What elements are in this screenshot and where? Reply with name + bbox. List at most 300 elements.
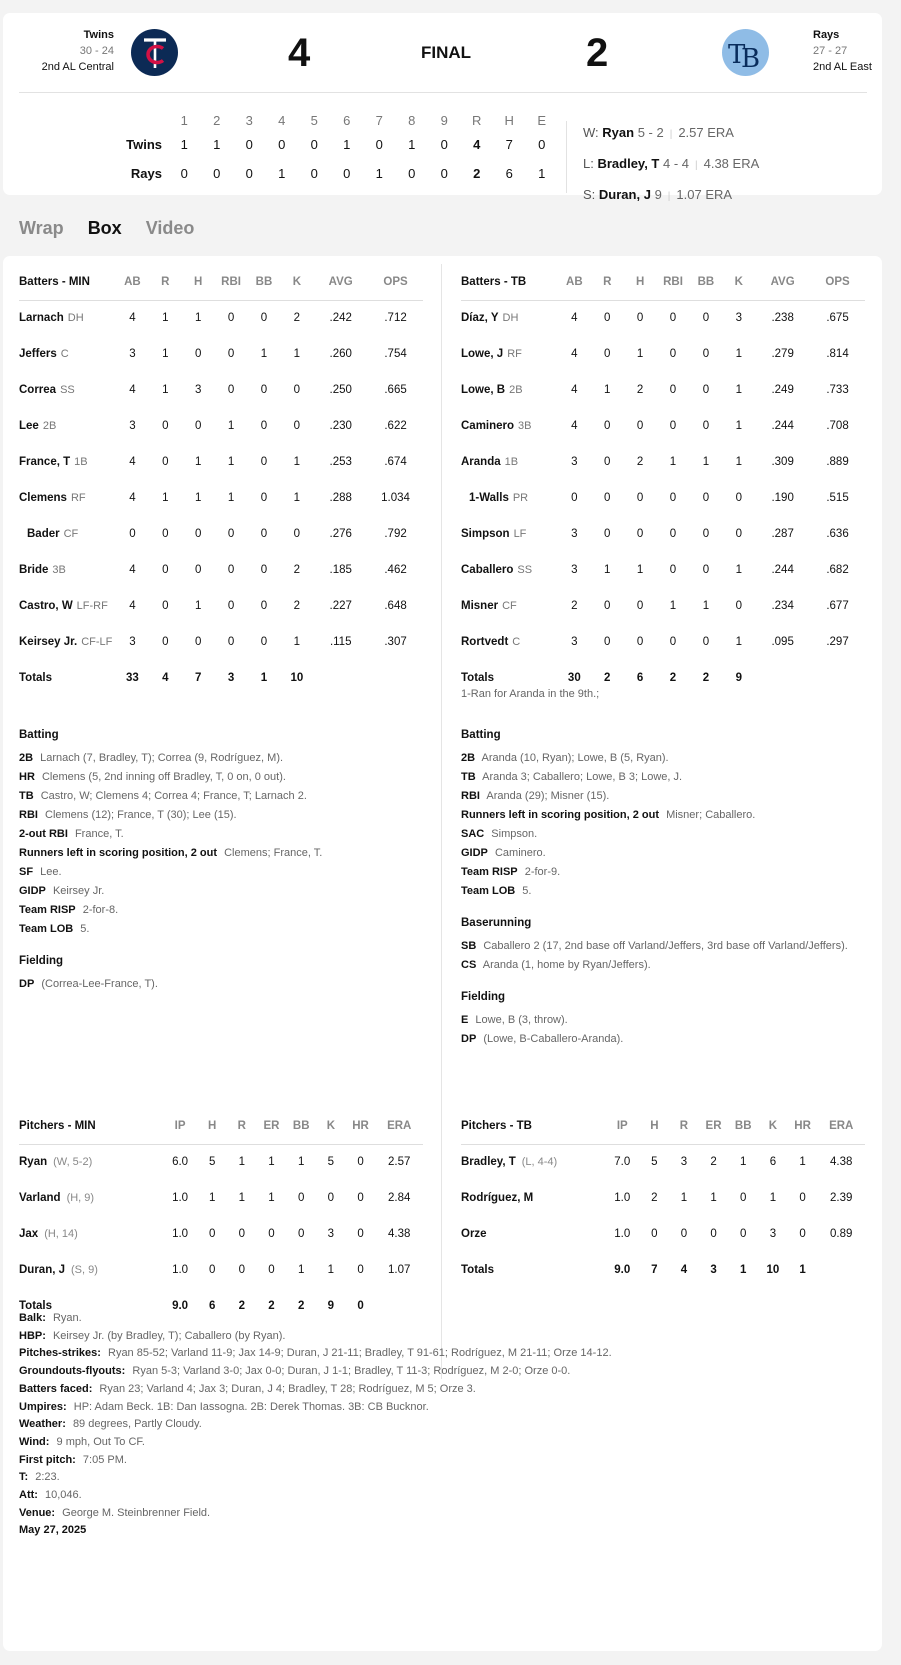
note-text: 5. bbox=[522, 885, 532, 897]
pitcher-name[interactable]: Varland bbox=[19, 1192, 61, 1204]
table-row bbox=[461, 624, 865, 660]
column-header[interactable]: OPS bbox=[368, 264, 423, 300]
note-label: GIDP bbox=[461, 847, 488, 859]
stat-cell: 5 bbox=[327, 1156, 335, 1169]
player-cell bbox=[19, 588, 116, 624]
stat-cell: .309 bbox=[771, 456, 794, 468]
player-name[interactable]: Caballero bbox=[461, 564, 514, 576]
note-label: Runners left in scoring position, 2 out bbox=[19, 847, 218, 859]
game-info-row bbox=[19, 1328, 612, 1346]
game-info-row bbox=[19, 1469, 612, 1487]
tab-video[interactable]: Video bbox=[145, 218, 195, 238]
column-header[interactable]: RBI bbox=[215, 264, 248, 300]
player-name[interactable]: Díaz, Y bbox=[461, 312, 499, 325]
stat-cell: 1 bbox=[209, 1192, 216, 1204]
totals-cell: 2 bbox=[604, 672, 611, 684]
stat-cell: 0 bbox=[669, 420, 677, 432]
linescore-inning-cell: 0 bbox=[245, 137, 253, 152]
player-position: DH bbox=[502, 312, 519, 325]
stat-cell: 2.84 bbox=[388, 1192, 411, 1204]
player-cell bbox=[19, 408, 116, 444]
column-header[interactable]: H bbox=[624, 264, 657, 300]
note-item bbox=[19, 787, 423, 806]
decision-pitcher[interactable]: Bradley, T bbox=[597, 156, 660, 171]
stat-cell: .708 bbox=[826, 420, 849, 432]
column-header[interactable]: R bbox=[227, 1108, 257, 1144]
player-name[interactable]: Keirsey Jr. bbox=[19, 636, 78, 648]
stat-cell: 0 bbox=[162, 636, 169, 648]
linescore-runs: 4 bbox=[473, 137, 481, 152]
note-text: Larnach (7, Bradley, T); Correa (9, Rodríguez, M). bbox=[40, 752, 284, 764]
game-info-value: Ryan 85-52; Varland 11-9; Jax 14-9; Duran, J 21-11; Bradley, T 91-61; Rodríguez, M 21-11; Orze 14-12. bbox=[108, 1347, 612, 1360]
game-info-label: Batters faced: bbox=[19, 1382, 93, 1395]
scoreboard-header bbox=[3, 13, 882, 202]
column-header[interactable]: K bbox=[722, 264, 755, 300]
twins-tc-logo-icon[interactable] bbox=[131, 29, 178, 76]
note-item bbox=[461, 806, 865, 825]
column-header[interactable]: AVG bbox=[313, 264, 368, 300]
column-header[interactable]: BB bbox=[286, 1108, 316, 1144]
stat-cell: .682 bbox=[826, 564, 849, 576]
stat-cell: 0 bbox=[669, 636, 677, 648]
note-text: 5. bbox=[80, 923, 90, 935]
game-info-row bbox=[19, 1381, 612, 1399]
column-header[interactable]: AB bbox=[116, 264, 149, 300]
stat-cell: 3 bbox=[571, 456, 578, 468]
table-row bbox=[461, 372, 865, 408]
stat-cell: 2 bbox=[651, 1192, 658, 1204]
stat-cell: 1 bbox=[735, 384, 742, 396]
rays-tb-logo-icon[interactable] bbox=[722, 29, 769, 76]
player-name[interactable]: Lowe, B bbox=[461, 384, 506, 396]
decision-pitcher[interactable]: Ryan bbox=[602, 125, 635, 140]
stat-cell: 0 bbox=[669, 492, 677, 504]
pitcher-name[interactable]: Rodríguez, M bbox=[461, 1192, 534, 1204]
tab-wrap[interactable]: Wrap bbox=[19, 218, 64, 238]
column-header[interactable]: ERA bbox=[375, 1108, 423, 1144]
column-header[interactable]: BB bbox=[728, 1108, 758, 1144]
column-header[interactable]: R bbox=[669, 1108, 699, 1144]
away-score: 4 bbox=[288, 31, 311, 75]
player-name[interactable]: 1-Walls bbox=[469, 492, 509, 504]
notes-section-batting bbox=[19, 726, 423, 939]
player-cell bbox=[461, 372, 558, 408]
stat-cell: 0 bbox=[194, 636, 202, 648]
stat-cell: .288 bbox=[329, 492, 352, 504]
stat-cell: 1 bbox=[769, 1192, 777, 1204]
notes-section-baserunning bbox=[461, 914, 865, 975]
note-text: Caballero 2 (17, 2nd base off Varland/Jeffers, 3rd base off Varland/Jeffers). bbox=[483, 940, 848, 952]
note-label: HR bbox=[19, 771, 35, 783]
pitching-decisions bbox=[583, 118, 759, 211]
stat-cell: 0 bbox=[710, 1228, 717, 1240]
totals-cell: 9.0 bbox=[172, 1300, 189, 1312]
note-item bbox=[19, 975, 423, 994]
stat-cell: .754 bbox=[384, 348, 407, 360]
note-text: (Correa-Lee-France, T). bbox=[41, 978, 158, 990]
stat-cell: 0 bbox=[194, 528, 202, 540]
player-position: LF-RF bbox=[76, 600, 108, 612]
stat-cell: 2 bbox=[636, 384, 644, 396]
note-label: 2-out RBI bbox=[19, 828, 68, 840]
linescore-inning-cell: 1 bbox=[408, 137, 416, 152]
player-name[interactable]: Bride bbox=[19, 564, 49, 576]
stat-cell: 0 bbox=[260, 564, 268, 576]
stat-cell: 0 bbox=[669, 528, 677, 540]
game-info-row bbox=[19, 1434, 612, 1452]
stat-cell: 0 bbox=[702, 636, 710, 648]
game-info-value: 9 mph, Out To CF. bbox=[56, 1435, 145, 1448]
decision-era: 2.57 ERA bbox=[678, 125, 734, 140]
player-name[interactable]: Lowe, J bbox=[461, 348, 504, 360]
game-tabs bbox=[19, 218, 194, 239]
stat-cell: 1 bbox=[636, 348, 644, 360]
player-name[interactable]: Caminero bbox=[461, 420, 515, 432]
column-header[interactable]: BB bbox=[248, 264, 281, 300]
note-text: 2-for-9. bbox=[524, 866, 561, 878]
stat-cell: 4 bbox=[571, 420, 578, 432]
game-info-value: Ryan 23; Varland 4; Jax 3; Duran, J 4; Bradley, T 28; Rodríguez, M 5; Orze 3. bbox=[99, 1382, 476, 1395]
decision-record: 9 bbox=[654, 187, 662, 202]
note-item bbox=[19, 768, 423, 787]
stat-cell: .253 bbox=[329, 456, 352, 468]
stat-cell: .276 bbox=[329, 528, 352, 540]
stat-cell: 1 bbox=[194, 456, 202, 468]
note-label: TB bbox=[461, 771, 476, 783]
home-team-name[interactable]: Rays bbox=[813, 29, 840, 41]
stat-cell: 0 bbox=[702, 348, 710, 360]
table-header-row bbox=[461, 1108, 865, 1144]
stat-cell: 4 bbox=[129, 384, 136, 396]
totals-cell: 30 bbox=[567, 672, 581, 684]
player-name[interactable]: Simpson bbox=[461, 528, 510, 540]
decision-era: 1.07 ERA bbox=[676, 187, 733, 202]
note-item bbox=[19, 844, 423, 863]
game-info-label: Groundouts-flyouts: bbox=[19, 1365, 126, 1378]
stat-cell: 0 bbox=[702, 492, 710, 504]
stat-cell: 0 bbox=[735, 528, 742, 540]
table-row bbox=[19, 624, 423, 660]
stat-cell: 1 bbox=[710, 1192, 717, 1204]
stat-cell: 1 bbox=[227, 420, 235, 432]
linescore-divider bbox=[566, 121, 567, 193]
column-header[interactable]: R bbox=[591, 264, 624, 300]
linescore-inning-cell: 1 bbox=[213, 137, 221, 152]
linescore-inning-cell: 1 bbox=[375, 166, 383, 181]
stat-cell: 0 bbox=[604, 600, 611, 612]
away-team-standing: 2nd AL Central bbox=[41, 61, 114, 73]
game-info-label: Balk: bbox=[19, 1312, 46, 1324]
linescore-inning-cell: 1 bbox=[180, 137, 188, 152]
stat-cell: 1 bbox=[162, 312, 169, 325]
note-item bbox=[19, 882, 423, 901]
note-item bbox=[19, 825, 423, 844]
stat-cell: 6 bbox=[769, 1156, 777, 1169]
stat-cell: 1 bbox=[702, 600, 710, 612]
column-header[interactable]: RBI bbox=[657, 264, 690, 300]
stat-cell: 0 bbox=[238, 1264, 245, 1276]
player-name[interactable]: Bader bbox=[27, 528, 60, 540]
stat-cell: 3 bbox=[129, 420, 136, 432]
totals-cell: 3 bbox=[227, 672, 235, 684]
player-cell bbox=[461, 480, 558, 516]
totals-cell: 9 bbox=[327, 1300, 335, 1312]
stat-cell: 0 bbox=[227, 348, 235, 360]
notes-section-title: Baserunning bbox=[461, 917, 532, 929]
pitcher-name[interactable]: Orze bbox=[461, 1228, 487, 1240]
stat-cell: 0 bbox=[799, 1228, 806, 1240]
away-team-name[interactable]: Twins bbox=[83, 29, 114, 41]
pitcher-name[interactable]: Ryan bbox=[19, 1156, 48, 1169]
column-header[interactable]: AVG bbox=[755, 264, 810, 300]
note-item bbox=[19, 901, 423, 920]
notes-section-title: Fielding bbox=[19, 955, 64, 967]
decision-record: 4 - 4 bbox=[662, 156, 689, 171]
stat-cell: 1 bbox=[293, 348, 301, 360]
stat-cell: .733 bbox=[826, 384, 849, 396]
stat-cell: 1 bbox=[702, 456, 710, 468]
stat-cell: 2 bbox=[571, 600, 578, 612]
decision-row bbox=[583, 149, 759, 180]
totals-cell: 9.0 bbox=[614, 1264, 631, 1276]
totals-cell: 7 bbox=[194, 672, 202, 684]
game-info-value: 10,046. bbox=[45, 1489, 82, 1502]
stat-cell: 0 bbox=[702, 384, 710, 396]
stat-cell: 0 bbox=[327, 1192, 335, 1204]
stat-cell: .287 bbox=[771, 528, 794, 540]
stat-cell: .674 bbox=[384, 456, 407, 468]
stat-cell: .260 bbox=[329, 348, 352, 360]
stat-cell: 1.0 bbox=[172, 1192, 189, 1204]
note-text: Castro, W; Clemens 4; Correa 4; France, T; Larnach 2. bbox=[40, 790, 307, 802]
column-header[interactable]: H bbox=[182, 264, 215, 300]
stat-cell: 0 bbox=[604, 636, 611, 648]
stat-cell: 6.0 bbox=[172, 1156, 189, 1169]
player-position: 3B bbox=[52, 564, 66, 576]
pitcher-name[interactable]: Jax bbox=[19, 1228, 39, 1240]
note-item bbox=[19, 749, 423, 768]
stat-cell: .675 bbox=[826, 312, 849, 325]
column-header[interactable]: HR bbox=[788, 1108, 818, 1144]
column-header[interactable]: ERA bbox=[817, 1108, 865, 1144]
svg-text:B: B bbox=[740, 43, 760, 70]
column-header[interactable]: H bbox=[197, 1108, 227, 1144]
table-row bbox=[19, 300, 423, 336]
pitcher-name[interactable]: Duran, J bbox=[19, 1264, 66, 1276]
note-text: Clemens (12); France, T (30); Lee (15). bbox=[45, 809, 237, 821]
note-item bbox=[461, 768, 865, 787]
table-header-row bbox=[19, 1108, 423, 1144]
player-cell bbox=[461, 336, 558, 372]
note-label: Team LOB bbox=[461, 885, 516, 897]
column-header[interactable]: BB bbox=[689, 264, 722, 300]
stat-cell: .244 bbox=[771, 420, 794, 432]
column-header[interactable]: IP bbox=[163, 1108, 198, 1144]
totals-label: Totals bbox=[461, 1264, 495, 1276]
linescore-col-header: 8 bbox=[408, 113, 416, 128]
totals-cell: 2 bbox=[298, 1300, 305, 1312]
stat-cell: .636 bbox=[826, 528, 849, 540]
note-item bbox=[19, 806, 423, 825]
column-header[interactable]: HR bbox=[346, 1108, 376, 1144]
column-header[interactable]: K bbox=[280, 264, 313, 300]
column-header[interactable]: AB bbox=[558, 264, 591, 300]
linescore-inning-cell: 1 bbox=[343, 137, 351, 152]
player-name[interactable]: France, T bbox=[19, 456, 71, 468]
linescore-inning-cell: 0 bbox=[245, 166, 253, 181]
totals-cell: 6 bbox=[209, 1300, 216, 1312]
stat-cell: 3 bbox=[129, 348, 136, 360]
note-label: Team RISP bbox=[461, 866, 518, 878]
game-info-row bbox=[19, 1505, 612, 1523]
stat-cell: 0 bbox=[799, 1192, 806, 1204]
player-cell bbox=[461, 624, 558, 660]
linescore-col-header: 7 bbox=[375, 113, 383, 128]
player-name[interactable]: Misner bbox=[461, 600, 499, 612]
column-header[interactable]: R bbox=[149, 264, 182, 300]
table-row bbox=[19, 552, 423, 588]
table-title: Batters - TB bbox=[461, 264, 558, 300]
totals-cell bbox=[313, 660, 368, 696]
stat-cell: 4 bbox=[571, 348, 578, 360]
stat-cell: 0 bbox=[162, 528, 169, 540]
note-label: Runners left in scoring position, 2 out bbox=[461, 809, 660, 821]
stat-cell: 1 bbox=[194, 600, 202, 612]
away-team-info[interactable] bbox=[42, 27, 114, 75]
stat-cell: 0 bbox=[194, 420, 202, 432]
stat-cell: 0 bbox=[293, 420, 301, 432]
player-position: 1B bbox=[504, 456, 519, 468]
decision-label: S: bbox=[583, 187, 596, 202]
pitcher-cell bbox=[461, 1144, 605, 1180]
pitchers-tb-table bbox=[461, 1108, 865, 1288]
player-name[interactable]: Clemens bbox=[19, 492, 67, 504]
player-position: DH bbox=[67, 312, 84, 325]
stat-cell: 1 bbox=[238, 1192, 245, 1204]
stat-cell: .665 bbox=[384, 384, 407, 396]
stat-cell: 0 bbox=[702, 420, 710, 432]
note-label: GIDP bbox=[19, 885, 46, 897]
note-text: (Lowe, B-Caballero-Aranda). bbox=[483, 1033, 624, 1045]
linescore-inning-cell: 0 bbox=[278, 137, 286, 152]
column-header[interactable]: IP bbox=[605, 1108, 640, 1144]
stat-cell: 0 bbox=[162, 456, 169, 468]
table-header-row bbox=[19, 264, 423, 300]
tab-box[interactable]: Box bbox=[87, 218, 122, 238]
stat-cell: 0 bbox=[571, 492, 578, 504]
column-header[interactable]: ER bbox=[699, 1108, 729, 1144]
stat-cell: 3 bbox=[194, 384, 202, 396]
stat-cell: 0 bbox=[162, 420, 169, 432]
stat-cell: 1 bbox=[735, 564, 742, 576]
stat-cell: 0 bbox=[227, 600, 235, 612]
stat-cell: .462 bbox=[384, 564, 407, 576]
note-text: Caminero. bbox=[494, 847, 546, 859]
stat-cell: 4.38 bbox=[830, 1156, 853, 1169]
home-team-info[interactable] bbox=[813, 27, 872, 75]
column-header[interactable]: H bbox=[640, 1108, 670, 1144]
stat-cell: .677 bbox=[826, 600, 849, 612]
game-info-label: Wind: bbox=[19, 1435, 50, 1448]
stat-cell: 0 bbox=[680, 1228, 688, 1240]
player-cell bbox=[19, 624, 116, 660]
table-title: Batters - MIN bbox=[19, 264, 116, 300]
player-position: 3B bbox=[518, 420, 532, 432]
stat-cell: 1 bbox=[636, 564, 644, 576]
game-date: May 27, 2025 bbox=[19, 1524, 87, 1537]
note-text: France, T. bbox=[74, 828, 124, 840]
stat-cell: 1 bbox=[669, 456, 677, 468]
column-header[interactable]: ER bbox=[257, 1108, 287, 1144]
stat-cell: 0 bbox=[238, 1228, 245, 1240]
tb-batting-footnote: 1-Ran for Aranda in the 9th.; bbox=[461, 688, 600, 700]
note-text: Misner; Caballero. bbox=[666, 809, 756, 821]
stat-cell: 1 bbox=[735, 348, 742, 360]
note-text: 2-for-8. bbox=[82, 904, 119, 916]
stat-cell: 0 bbox=[740, 1228, 747, 1240]
stat-cell: 0 bbox=[194, 348, 202, 360]
player-name[interactable]: Aranda bbox=[461, 456, 501, 468]
player-name[interactable]: Larnach bbox=[19, 312, 64, 325]
totals-cell: 2 bbox=[268, 1300, 275, 1312]
player-position: PR bbox=[512, 492, 529, 504]
player-cell bbox=[461, 588, 558, 624]
stat-cell: .622 bbox=[384, 420, 407, 432]
stat-cell: 0 bbox=[260, 420, 268, 432]
table-header-row bbox=[461, 264, 865, 300]
pitcher-cell bbox=[461, 1180, 605, 1216]
player-name[interactable]: Correa bbox=[19, 384, 57, 396]
linescore-inning-cell: 0 bbox=[180, 166, 188, 181]
column-header[interactable]: OPS bbox=[810, 264, 865, 300]
totals-cell: 9 bbox=[735, 672, 742, 684]
totals-cell bbox=[755, 660, 810, 696]
stat-cell: 4.38 bbox=[388, 1228, 411, 1240]
stat-cell: 0 bbox=[194, 564, 202, 576]
player-name[interactable]: Lee bbox=[19, 420, 39, 432]
pitcher-decision-note: (W, 5-2) bbox=[53, 1156, 93, 1169]
linescore-inning-cell: 0 bbox=[343, 166, 351, 181]
stat-cell: 3 bbox=[327, 1228, 335, 1240]
note-item bbox=[19, 920, 423, 939]
player-name[interactable]: Castro, W bbox=[19, 600, 73, 612]
player-name[interactable]: Rortvedt bbox=[461, 636, 509, 648]
note-label: TB bbox=[19, 790, 34, 802]
table-row bbox=[461, 1180, 865, 1216]
player-position: RF bbox=[70, 492, 86, 504]
column-header[interactable]: K bbox=[316, 1108, 346, 1144]
player-name[interactable]: Jeffers bbox=[19, 348, 57, 360]
stat-cell: 0 bbox=[260, 312, 268, 325]
stat-cell: 1 bbox=[735, 456, 742, 468]
stat-cell: 0 bbox=[268, 1264, 275, 1276]
table-row bbox=[19, 408, 423, 444]
column-header[interactable]: K bbox=[758, 1108, 788, 1144]
stat-cell: 1 bbox=[194, 492, 202, 504]
stat-cell: 1.0 bbox=[172, 1264, 189, 1276]
decision-label: L: bbox=[583, 156, 594, 171]
note-item bbox=[461, 882, 865, 901]
linescore-inning-cell: 0 bbox=[440, 137, 448, 152]
table-row bbox=[19, 1216, 423, 1252]
pitcher-name[interactable]: Bradley, T bbox=[461, 1156, 516, 1169]
stat-cell: .307 bbox=[384, 636, 407, 648]
stat-cell: 0 bbox=[260, 456, 268, 468]
linescore-row bbox=[118, 159, 558, 188]
decision-pitcher[interactable]: Duran, J bbox=[598, 187, 651, 202]
stat-cell: 0 bbox=[260, 600, 268, 612]
totals-cell: 33 bbox=[126, 672, 139, 684]
